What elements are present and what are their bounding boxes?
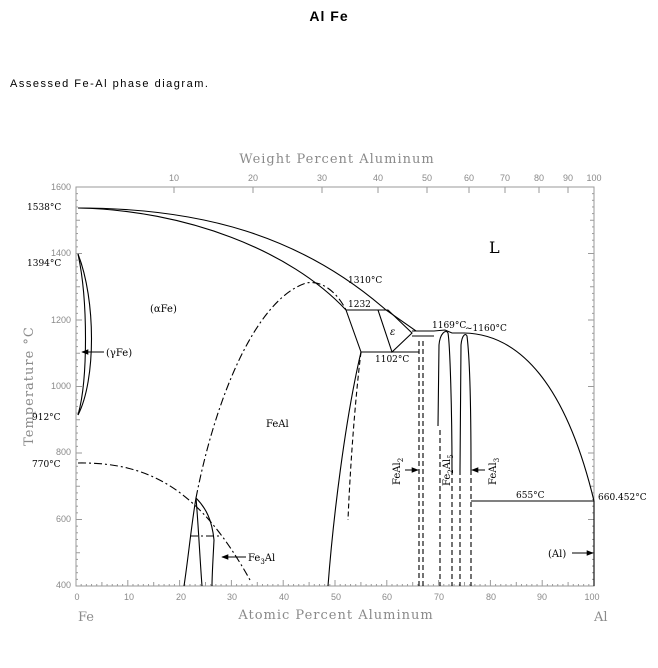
page-title: Al Fe xyxy=(309,8,349,24)
fe3al-sub: 3 xyxy=(260,558,265,566)
feal3-sub: 3 xyxy=(493,457,501,463)
phase-boundaries xyxy=(78,208,594,586)
fe2al5-a: Fe xyxy=(442,473,453,486)
left-tick-label: 800 xyxy=(55,447,71,457)
al-corner-label: Al xyxy=(594,610,608,625)
bottom-tick-label: 60 xyxy=(381,592,393,602)
feal-label: FeAl xyxy=(266,419,289,430)
top-tick-label: 40 xyxy=(372,173,384,183)
bottom-axis-title: Atomic Percent Aluminum xyxy=(238,608,434,623)
al-phase-label: (Al) xyxy=(548,549,567,560)
eutectic-label: 655°C xyxy=(516,491,545,501)
alpha-fe-label: (αFe) xyxy=(150,304,177,315)
feal-order-boundary xyxy=(196,282,346,498)
left-tick-label: 1400 xyxy=(50,248,71,258)
alpha-gamma-label: 912°C xyxy=(32,413,61,423)
bottom-tick-label: 80 xyxy=(485,592,497,602)
left-tick-label: 1000 xyxy=(50,381,71,391)
fe3al-tail: Al xyxy=(264,553,276,564)
left-tick-label: 600 xyxy=(55,514,71,524)
feal3-base: FeAl xyxy=(488,462,499,485)
tick-marks xyxy=(76,187,594,586)
feal-al-rich-boundary xyxy=(328,352,361,586)
liquidus-curve xyxy=(78,208,594,501)
fe3al-inner xyxy=(196,498,202,586)
bottom-tick-label: 40 xyxy=(278,592,290,602)
bottom-tick-label: 100 xyxy=(584,592,600,602)
feal-lower-dashed xyxy=(348,352,361,520)
left-tick-label: 400 xyxy=(55,580,71,590)
gamma-loop-outer xyxy=(78,254,92,415)
top-tick-label: 10 xyxy=(168,173,180,183)
solidus-curve-lower xyxy=(346,310,361,352)
congruent-max-label: 1310°C xyxy=(348,276,383,286)
solidus-curve xyxy=(78,208,346,310)
top-tick-label: 50 xyxy=(421,173,433,183)
phase-labels xyxy=(82,238,593,566)
top-axis-title: Weight Percent Aluminum xyxy=(239,152,435,167)
fe2al5-label xyxy=(442,454,455,486)
feal2-base: FeAl xyxy=(392,462,403,485)
bottom-tick-label: 0 xyxy=(74,592,80,602)
al-melting-label: 660.452°C xyxy=(598,493,647,503)
curie-line xyxy=(78,463,250,580)
gamma-loop-inner xyxy=(78,254,86,415)
fe2al5-sub2: 5 xyxy=(447,454,455,459)
fe2al5-sub1: 2 xyxy=(447,469,455,474)
diagram-caption: Assessed Fe-Al phase diagram. xyxy=(10,78,210,90)
bottom-tick-label: 30 xyxy=(226,592,238,602)
feal2-max-label: 1169°C xyxy=(432,321,467,331)
top-tick-label: 80 xyxy=(533,173,545,183)
bottom-tick-label: 20 xyxy=(175,592,187,602)
left-axis-title: Temperature °C xyxy=(22,326,37,446)
top-tick-label: 60 xyxy=(463,173,475,183)
top-tick-label: 20 xyxy=(247,173,259,183)
feal3-max-label: ~1160°C xyxy=(465,324,507,334)
fe-melting-label: 1538°C xyxy=(27,203,62,213)
gamma-fe-label: (γFe) xyxy=(106,348,133,359)
feal2-label xyxy=(392,458,405,485)
eps-upper-label: 1232 xyxy=(348,300,371,310)
curie-label: 770°C xyxy=(32,460,61,470)
fe3al-base: Fe xyxy=(248,553,261,564)
top-tick-label: 90 xyxy=(562,173,574,183)
feal3-dome xyxy=(460,335,471,470)
top-tick-label: 70 xyxy=(499,173,511,183)
feal2-sub: 2 xyxy=(397,457,405,463)
bottom-tick-label: 50 xyxy=(330,592,342,602)
gamma-alpha-label: 1394°C xyxy=(27,259,62,269)
fe3al-label xyxy=(248,553,275,566)
eps-lower-label: 1102°C xyxy=(375,355,410,365)
left-tick-label: 1600 xyxy=(50,182,71,192)
left-tick-label: 1200 xyxy=(50,315,71,325)
left-axis-tick-labels xyxy=(51,182,71,590)
top-tick-label: 100 xyxy=(586,173,602,183)
fe2al5-b: Al xyxy=(442,458,453,470)
top-axis-tick-labels xyxy=(169,173,602,183)
epsilon-label: ε xyxy=(390,327,396,338)
bottom-tick-label: 70 xyxy=(433,592,445,602)
bottom-tick-label: 10 xyxy=(123,592,135,602)
bottom-axis-tick-labels xyxy=(74,592,599,602)
feal3-label xyxy=(488,458,501,485)
liquid-label: L xyxy=(489,238,500,257)
top-tick-label: 30 xyxy=(316,173,328,183)
bottom-tick-label: 90 xyxy=(536,592,548,602)
fe-corner-label: Fe xyxy=(78,610,95,625)
plot-frame xyxy=(76,187,594,586)
